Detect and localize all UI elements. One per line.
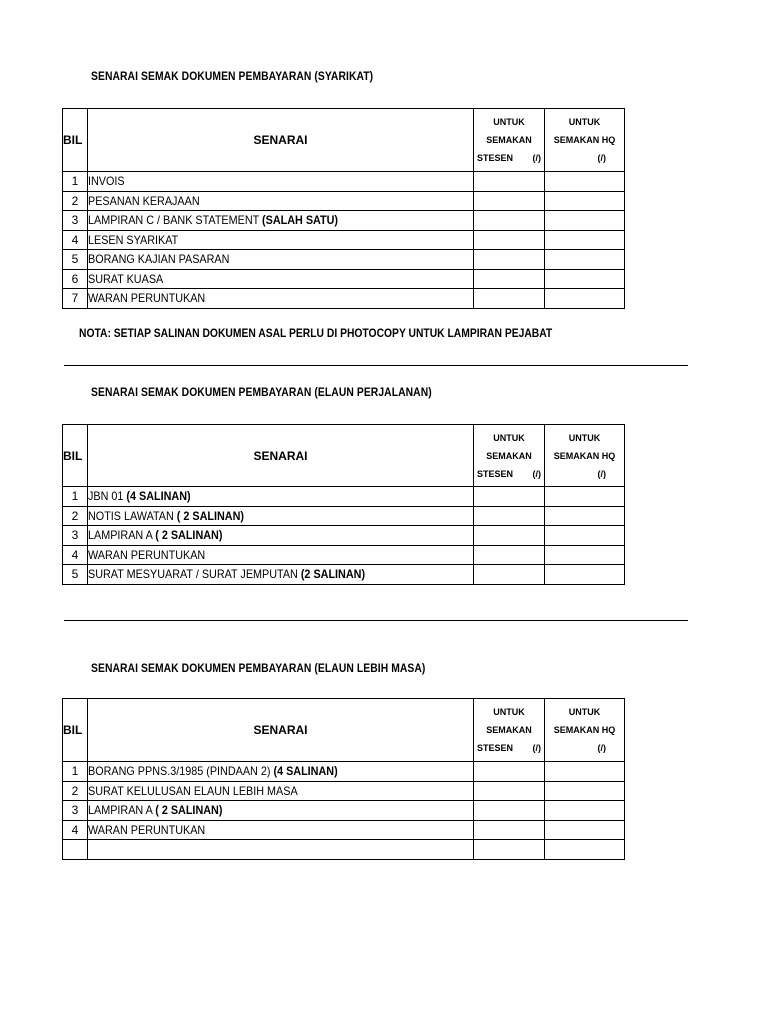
header-semakan-stesen [474, 699, 545, 762]
row-number [63, 840, 88, 860]
table-row [63, 191, 625, 211]
checkbox-cell-hq[interactable] [545, 250, 625, 270]
section-2-title: SENARAI SEMAK DOKUMEN PEMBAYARAN (ELAUN PERJALANAN) [91, 385, 432, 399]
section-3-title: SENARAI SEMAK DOKUMEN PEMBAYARAN (ELAUN LEBIH MASA) [91, 661, 426, 675]
checkbox-cell-stesen[interactable] [474, 820, 545, 840]
checkbox-cell-hq[interactable] [545, 506, 625, 526]
header-bil: BIL [63, 425, 88, 487]
checkbox-cell-hq[interactable] [545, 487, 625, 507]
row-item-text: WARAN PERUNTUKAN [88, 822, 206, 837]
row-item-text: LAMPIRAN C / BANK STATEMENT [88, 213, 263, 228]
checkbox-cell-hq[interactable] [545, 269, 625, 289]
checkbox-cell-stesen[interactable] [474, 762, 545, 782]
header-stesen-line3: STESEN [477, 743, 514, 753]
header-hq-line1: UNTUK [568, 707, 601, 717]
row-item-text: INVOIS [88, 174, 125, 189]
header-bil: BIL [63, 109, 88, 172]
row-item [88, 801, 474, 821]
row-number: 3 [63, 526, 88, 546]
header-stesen-mark: (/) [532, 743, 541, 753]
table-header-row [63, 699, 625, 762]
header-stesen-line3: STESEN [477, 153, 514, 163]
section-1-title: SENARAI SEMAK DOKUMEN PEMBAYARAN (SYARIKAT) [91, 69, 374, 83]
row-item [88, 526, 474, 546]
row-item-text: JBN 01 [88, 489, 127, 504]
row-item [88, 840, 474, 860]
header-hq-line1: UNTUK [568, 432, 601, 443]
checkbox-cell-hq[interactable] [545, 820, 625, 840]
header-stesen-line1: UNTUK [493, 707, 525, 717]
row-number: 2 [63, 781, 88, 801]
header-hq-line2: SEMAKAN HQ [553, 450, 616, 461]
row-item-note: ( 2 SALINAN) [155, 528, 223, 543]
row-item-text: LAMPIRAN A [88, 803, 156, 818]
row-number: 1 [63, 487, 88, 507]
table-row [63, 506, 625, 526]
header-hq-mark: (/) [597, 743, 606, 753]
row-number: 4 [63, 230, 88, 250]
row-number: 5 [63, 250, 88, 270]
checkbox-cell-stesen[interactable] [474, 545, 545, 565]
row-number: 1 [63, 762, 88, 782]
checkbox-cell-stesen[interactable] [474, 801, 545, 821]
header-stesen-mark: (/) [532, 468, 541, 479]
checkbox-cell-stesen[interactable] [474, 269, 545, 289]
checkbox-cell-hq[interactable] [545, 565, 625, 585]
checkbox-cell-stesen[interactable] [474, 211, 545, 231]
row-item-note: (2 SALINAN) [300, 567, 366, 582]
table-row [63, 545, 625, 565]
table-row [63, 269, 625, 289]
table-row [63, 250, 625, 270]
header-senarai: SENARAI [88, 425, 474, 487]
header-senarai: SENARAI [88, 699, 474, 762]
row-item-text: BORANG PPNS.3/1985 (PINDAAN 2) [88, 764, 274, 779]
row-number: 3 [63, 801, 88, 821]
row-item-text: WARAN PERUNTUKAN [88, 291, 206, 306]
checkbox-cell-stesen[interactable] [474, 526, 545, 546]
table-row [63, 762, 625, 782]
row-item-note: (SALAH SATU) [262, 213, 339, 228]
table-header-row [63, 425, 625, 487]
header-stesen-mark: (/) [532, 153, 541, 163]
header-senarai: SENARAI [88, 109, 474, 172]
row-item-text: SURAT MESYUARAT / SURAT JEMPUTAN [88, 567, 301, 582]
checkbox-cell-stesen[interactable] [474, 172, 545, 192]
row-item [88, 506, 474, 526]
header-semakan-hq [545, 699, 625, 762]
header-semakan-hq [545, 109, 625, 172]
header-hq-line1: UNTUK [568, 117, 601, 127]
header-stesen-line2: SEMAKAN [486, 135, 532, 145]
checklist-table-elaun-lebih-masa [62, 698, 625, 860]
checkbox-cell-hq[interactable] [545, 781, 625, 801]
checkbox-cell-hq[interactable] [545, 762, 625, 782]
checkbox-cell-stesen[interactable] [474, 506, 545, 526]
row-item [88, 487, 474, 507]
row-item-text: SURAT KUASA [88, 271, 164, 286]
divider-line [64, 620, 688, 621]
row-item [88, 781, 474, 801]
table-row [63, 211, 625, 231]
checkbox-cell-stesen[interactable] [474, 487, 545, 507]
checkbox-cell-stesen[interactable] [474, 840, 545, 860]
row-number: 1 [63, 172, 88, 192]
row-number: 6 [63, 269, 88, 289]
row-item [88, 211, 474, 231]
header-stesen-line1: UNTUK [493, 432, 525, 443]
checkbox-cell-stesen[interactable] [474, 230, 545, 250]
row-item [88, 762, 474, 782]
row-item-text: LESEN SYARIKAT [88, 232, 179, 247]
table-header-row [63, 109, 625, 172]
row-item-text: SURAT KELULUSAN ELAUN LEBIH MASA [88, 783, 298, 798]
checkbox-cell-hq[interactable] [545, 230, 625, 250]
row-item [88, 565, 474, 585]
checkbox-cell-hq[interactable] [545, 526, 625, 546]
header-hq-mark: (/) [597, 153, 606, 163]
row-item-text: LAMPIRAN A [88, 528, 156, 543]
header-hq-mark: (/) [597, 468, 606, 479]
row-item-note: (4 SALINAN) [273, 764, 338, 779]
row-item-text: BORANG KAJIAN PASARAN [88, 252, 230, 267]
table-row [63, 781, 625, 801]
checklist-table-elaun-perjalanan [62, 424, 625, 585]
checkbox-cell-hq[interactable] [545, 545, 625, 565]
table-row [63, 289, 625, 309]
table-row [63, 840, 625, 860]
header-hq-line2: SEMAKAN HQ [553, 135, 616, 145]
checkbox-cell-hq[interactable] [545, 289, 625, 309]
row-item-text: NOTIS LAWATAN [88, 508, 177, 523]
row-number: 2 [63, 506, 88, 526]
row-item [88, 269, 474, 289]
divider-line [64, 365, 688, 366]
table-row [63, 526, 625, 546]
checkbox-cell-hq[interactable] [545, 191, 625, 211]
row-item-note: ( 2 SALINAN) [155, 803, 223, 818]
header-stesen-line2: SEMAKAN [486, 725, 532, 735]
checkbox-cell-stesen[interactable] [474, 191, 545, 211]
checkbox-cell-hq[interactable] [545, 801, 625, 821]
row-number: 2 [63, 191, 88, 211]
header-stesen-line1: UNTUK [493, 117, 525, 127]
header-stesen-line3: STESEN [477, 468, 514, 479]
row-number: 5 [63, 565, 88, 585]
checkbox-cell-hq[interactable] [545, 211, 625, 231]
header-semakan-stesen [474, 425, 545, 487]
row-item [88, 545, 474, 565]
checkbox-cell-stesen[interactable] [474, 289, 545, 309]
table-row [63, 230, 625, 250]
checkbox-cell-hq[interactable] [545, 840, 625, 860]
checkbox-cell-stesen[interactable] [474, 781, 545, 801]
row-item-text: PESANAN KERAJAAN [88, 193, 200, 208]
row-number: 7 [63, 289, 88, 309]
table-row [63, 801, 625, 821]
table-row [63, 487, 625, 507]
row-number: 4 [63, 820, 88, 840]
row-item [88, 191, 474, 211]
nota-text: NOTA: SETIAP SALINAN DOKUMEN ASAL PERLU DI PHOTOCOPY UNTUK LAMPIRAN PEJABAT [79, 326, 553, 340]
table-row [63, 565, 625, 585]
table-row [63, 820, 625, 840]
row-item [88, 230, 474, 250]
row-number: 4 [63, 545, 88, 565]
row-item-note: (4 SALINAN) [126, 489, 191, 504]
header-semakan-hq [545, 425, 625, 487]
table-row [63, 172, 625, 192]
row-item [88, 289, 474, 309]
header-hq-line2: SEMAKAN HQ [553, 725, 616, 735]
checklist-table-syarikat [62, 108, 625, 309]
checkbox-cell-stesen[interactable] [474, 250, 545, 270]
row-item-text: WARAN PERUNTUKAN [88, 547, 206, 562]
row-item [88, 820, 474, 840]
row-item-note: ( 2 SALINAN) [176, 508, 245, 523]
checkbox-cell-hq[interactable] [545, 172, 625, 192]
row-number: 3 [63, 211, 88, 231]
header-semakan-stesen [474, 109, 545, 172]
header-bil: BIL [63, 699, 88, 762]
checkbox-cell-stesen[interactable] [474, 565, 545, 585]
row-item [88, 250, 474, 270]
header-stesen-line2: SEMAKAN [486, 450, 532, 461]
row-item [88, 172, 474, 192]
